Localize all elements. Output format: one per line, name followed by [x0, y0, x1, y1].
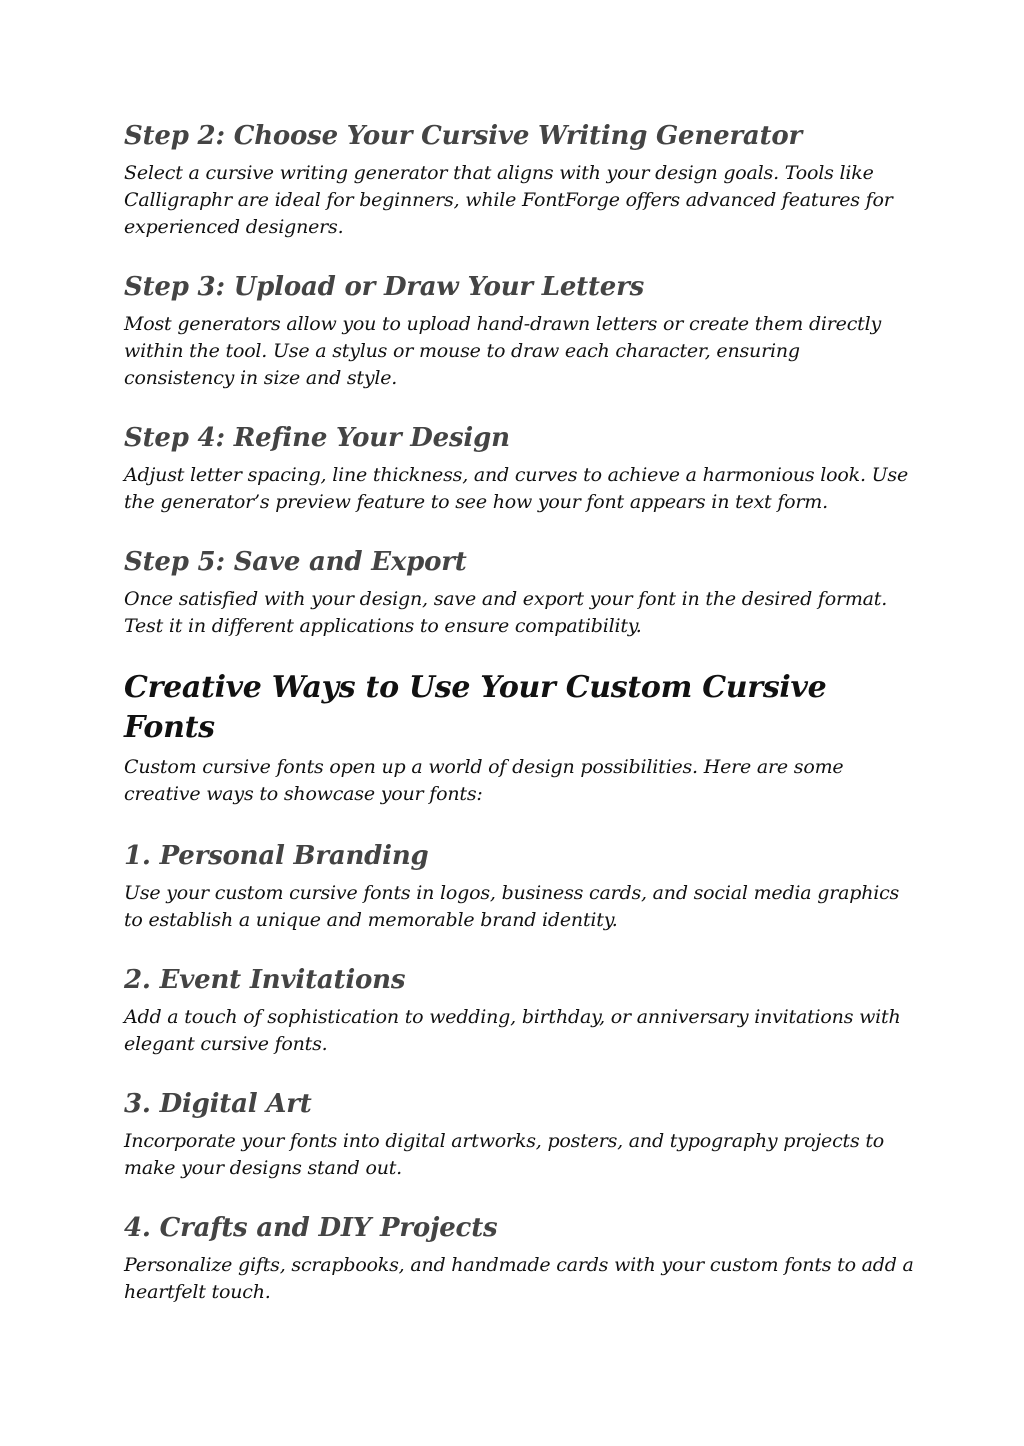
- idea-3-heading: 3. Digital Art: [124, 1089, 312, 1119]
- step-2-text: Select a cursive writing generator that aligns with your design goals. Tools like Calligraphr are ideal for beginners, while FontForge offers advanced features for experienced designers.: [124, 162, 893, 238]
- idea-1-heading: 1. Personal Branding: [124, 841, 429, 871]
- step-5-text: Once satisfied with your design, save and export your font in the desired format. Test it in different applications to ensure compatibility.: [124, 588, 888, 637]
- step-3-text: Most generators allow you to upload hand-drawn letters or create them directly within the tool. Use a stylus or mouse to draw each character, ensuring consistency in size and style.: [124, 313, 881, 389]
- idea-1-block: [124, 838, 914, 934]
- idea-4-block: [124, 1210, 914, 1306]
- step-3-heading: Step 3: Upload or Draw Your Letters: [124, 272, 645, 302]
- document-page: [124, 118, 914, 1334]
- idea-4-heading: 4. Crafts and DIY Projects: [124, 1213, 498, 1243]
- step-4-heading: Step 4: Refine Your Design: [124, 423, 510, 453]
- creative-ways-section: [124, 668, 914, 808]
- idea-3-text: Incorporate your fonts into digital artworks, posters, and typography projects to make your designs stand out.: [124, 1130, 885, 1179]
- idea-2-heading: 2. Event Invitations: [124, 965, 406, 995]
- step-5-block: [124, 544, 914, 640]
- step-4-block: [124, 420, 914, 516]
- idea-2-text: Add a touch of sophistication to wedding, birthday, or anniversary invitations with elegant cursive fonts.: [124, 1006, 901, 1055]
- step-3-block: [124, 269, 914, 392]
- idea-2-block: [124, 962, 914, 1058]
- idea-3-block: [124, 1086, 914, 1182]
- step-4-text: Adjust letter spacing, line thickness, and curves to achieve a harmonious look. Use the generator’s preview feature to see how your font appears in text form.: [124, 464, 909, 513]
- section-title: Creative Ways to Use Your Custom Cursive Fonts: [124, 670, 827, 745]
- section-intro: Custom cursive fonts open up a world of design possibilities. Here are some creative ways to showcase your fonts:: [124, 756, 844, 805]
- step-2-heading: Step 2: Choose Your Cursive Writing Generator: [124, 121, 803, 151]
- step-5-heading: Step 5: Save and Export: [124, 547, 467, 577]
- idea-4-text: Personalize gifts, scrapbooks, and handmade cards with your custom fonts to add a heartfelt touch.: [124, 1254, 914, 1303]
- idea-1-text: Use your custom cursive fonts in logos, business cards, and social media graphics to establish a unique and memorable brand identity.: [124, 882, 900, 931]
- step-2-block: [124, 118, 914, 241]
